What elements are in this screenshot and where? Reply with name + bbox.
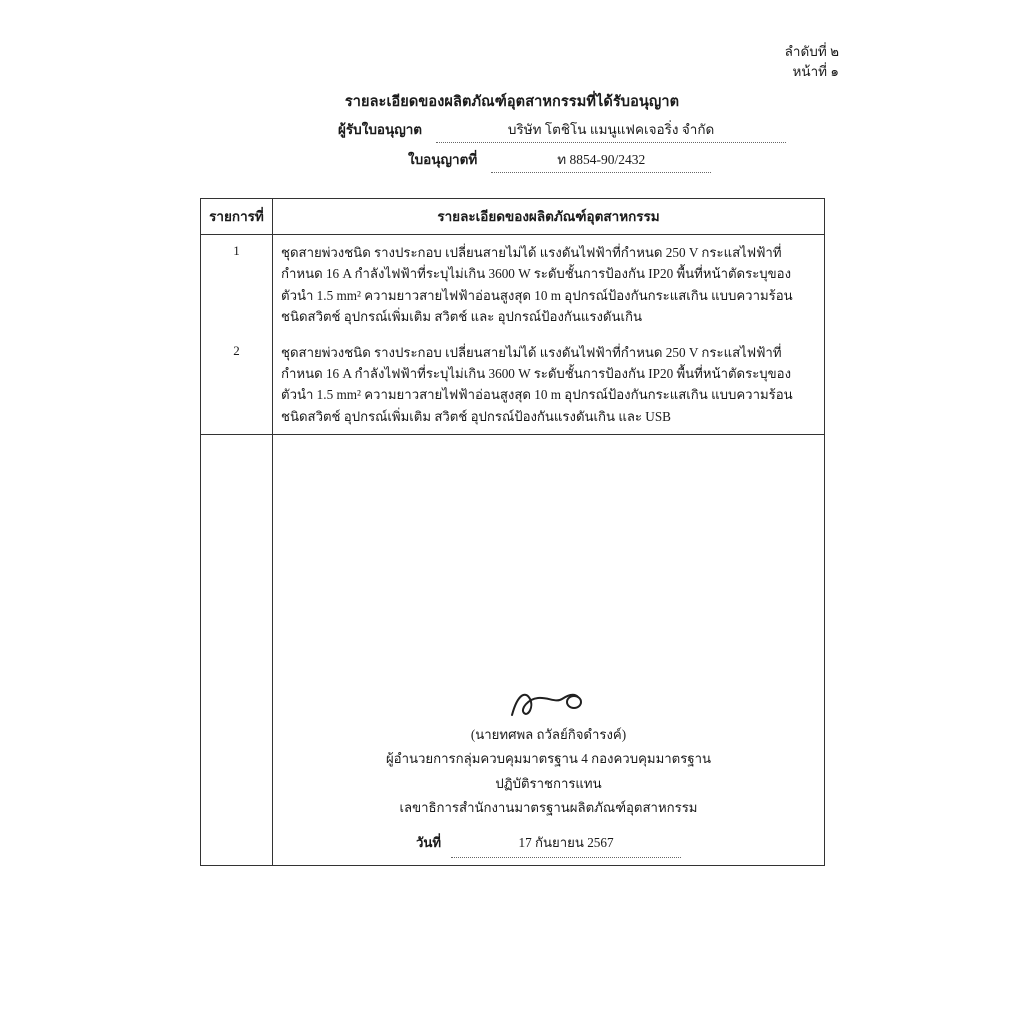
- signatory-position-line-3: เลขาธิการสำนักงานมาตรฐานผลิตภัณฑ์อุตสาหกรรม: [399, 800, 698, 816]
- table-row: [201, 335, 825, 435]
- date-value: 17 กันยายน 2567: [451, 831, 681, 858]
- signature-row: [201, 435, 825, 866]
- product-details-table: [200, 198, 825, 866]
- handwritten-signature-icon: [273, 685, 824, 725]
- table-row: [201, 235, 825, 335]
- licensee-label: ผู้รับใบอนุญาต: [338, 122, 423, 137]
- sequence-number: ลำดับที่ ๒: [784, 44, 839, 59]
- license-number-field: [408, 148, 711, 173]
- cell-item-no: 1: [201, 235, 273, 335]
- signature-block: [273, 685, 824, 858]
- cell-item-detail: ชุดสายพ่วงชนิด รางประกอบ เปลี่ยนสายไม่ได้ แรงดันไฟฟ้าที่กำหนด 250 V กระแสไฟฟ้าที่กำหนด 16 A กำลังไฟฟ้าที่ระบุไม่เกิน 3600 W ระดับชั้นการป้องกัน IP20 พื้นที่หน้าตัดระบุของตัวนำ 1.5 mm² ความยาวสายไฟฟ้าอ่อนสูงสุด 10 m อุปกรณ์ป้องกันกระแสเกิน แบบความร้อนชนิดสวิตช์ อุปกรณ์เพิ่มเติม สวิตช์ และ อุปกรณ์ป้องกันแรงดันเกิน: [273, 235, 825, 335]
- page-title: รายละเอียดของผลิตภัณฑ์อุตสาหกรรมที่ได้รับอนุญาต: [344, 94, 680, 110]
- column-header-item-no: รายการที่: [201, 199, 273, 235]
- column-header-detail: รายละเอียดของผลิตภัณฑ์อุตสาหกรรม: [273, 199, 825, 235]
- signatory-position-line-1: ผู้อำนวยการกลุ่มควบคุมมาตรฐาน 4 กองควบคุมมาตรฐาน: [385, 751, 712, 767]
- date-field: [273, 831, 824, 858]
- date-label: วันที่: [415, 834, 442, 850]
- signatory-name: (นายทศพล ถวัลย์กิจดำรงค์): [470, 727, 627, 742]
- signature-cell: [273, 435, 825, 866]
- cell-item-no: 2: [201, 335, 273, 435]
- licensee-value-wrap: [436, 118, 786, 143]
- table-header-row: [201, 199, 825, 235]
- licensee-value: บริษัท โตชิโน แมนูแฟคเจอริ่ง จำกัด: [507, 122, 715, 137]
- licensee-field: [338, 118, 786, 143]
- license-number-label: ใบอนุญาตที่: [408, 152, 478, 167]
- page-number: หน้าที่ ๑: [792, 64, 839, 80]
- signatory-position-line-2: ปฏิบัติราชการแทน: [495, 775, 602, 791]
- cell-item-detail: ชุดสายพ่วงชนิด รางประกอบ เปลี่ยนสายไม่ได้ แรงดันไฟฟ้าที่กำหนด 250 V กระแสไฟฟ้าที่กำหนด 16 A กำลังไฟฟ้าที่ระบุไม่เกิน 3600 W ระดับชั้นการป้องกัน IP20 พื้นที่หน้าตัดระบุของตัวนำ 1.5 mm² ความยาวสายไฟฟ้าอ่อนสูงสุด 10 m อุปกรณ์ป้องกันกระแสเกิน แบบความร้อนชนิดสวิตช์ อุปกรณ์เพิ่มเติม สวิตช์ อุปกรณ์ป้องกันแรงดันเกิน และ USB: [273, 335, 825, 435]
- corner-meta: [785, 42, 839, 83]
- license-number-value: ท 8854-90/2432: [557, 152, 646, 167]
- signature-spacer-cell: [201, 435, 273, 866]
- license-number-value-wrap: [491, 148, 711, 173]
